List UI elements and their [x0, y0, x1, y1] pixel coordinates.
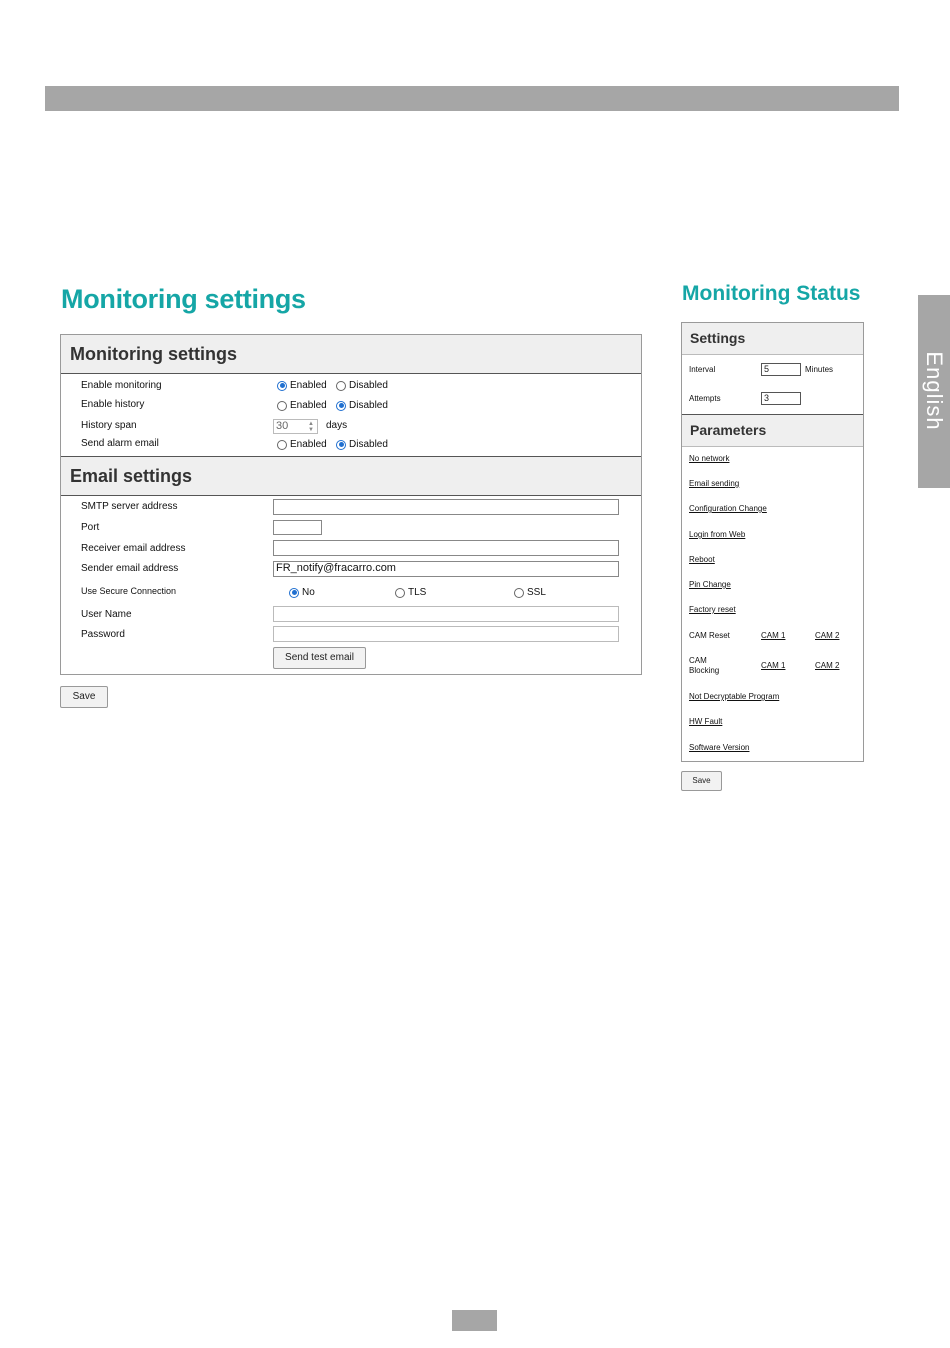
send-alarm-email-label: Send alarm email [81, 438, 159, 449]
radio-icon [289, 588, 299, 598]
radio-icon [277, 381, 287, 391]
monitoring-settings-panel [60, 334, 642, 675]
secure-tls-radio[interactable] [395, 587, 426, 598]
param-cam-reset-label: CAM Reset [689, 631, 730, 640]
page-number-bar [452, 1310, 497, 1331]
param-email-sending-link[interactable]: Email sending [689, 479, 740, 488]
status-save-button[interactable]: Save [681, 771, 722, 791]
radio-label: Enabled [290, 439, 327, 450]
smtp-input[interactable] [273, 499, 619, 515]
enable-history-enabled-radio[interactable] [277, 400, 327, 411]
radio-label: Enabled [290, 380, 327, 391]
header-bar [45, 86, 899, 111]
cam-reset-cam2-link[interactable]: CAM 2 [815, 631, 840, 640]
user-name-label: User Name [81, 609, 132, 620]
status-title: Monitoring Status [682, 282, 861, 305]
port-label: Port [81, 522, 100, 533]
cam-blocking-cam1-link[interactable]: CAM 1 [761, 661, 786, 670]
attempts-label: Attempts [689, 394, 721, 403]
password-label: Password [81, 629, 125, 640]
cam-blocking-cam2-link[interactable]: CAM 2 [815, 661, 840, 670]
smtp-label: SMTP server address [81, 501, 178, 512]
enable-history-disabled-radio[interactable] [336, 400, 388, 411]
radio-icon [395, 588, 405, 598]
radio-label: Disabled [349, 400, 388, 411]
status-settings-header [682, 323, 863, 355]
radio-label: No [302, 587, 315, 598]
param-cam-blocking-label-line2: Blocking [689, 666, 720, 675]
email-section-header [61, 456, 641, 496]
param-login-from-web-link[interactable]: Login from Web [689, 530, 746, 539]
radio-label: Disabled [349, 380, 388, 391]
history-span-stepper[interactable] [273, 419, 318, 434]
enable-history-label: Enable history [81, 399, 145, 410]
sender-email-label: Sender email address [81, 563, 179, 574]
receiver-email-input[interactable] [273, 540, 619, 556]
history-span-label: History span [81, 420, 137, 431]
sender-email-input[interactable]: FR_notify@fracarro.com [273, 561, 619, 577]
status-settings-title: Settings [690, 330, 746, 346]
radio-label: Enabled [290, 400, 327, 411]
receiver-email-label: Receiver email address [81, 543, 186, 554]
page-title: Monitoring settings [61, 284, 306, 314]
port-input[interactable] [273, 520, 322, 535]
secure-connection-label: Use Secure Connection [81, 586, 177, 596]
param-not-decryptable-link[interactable]: Not Decryptable Program [689, 692, 780, 701]
param-software-version-link[interactable]: Software Version [689, 743, 750, 752]
radio-icon [336, 440, 346, 450]
secure-no-radio[interactable] [289, 587, 315, 598]
user-name-input[interactable] [273, 606, 619, 622]
attempts-input[interactable]: 3 [761, 392, 801, 405]
save-button[interactable]: Save [60, 686, 108, 708]
email-section-title: Email settings [70, 466, 193, 486]
parameters-title: Parameters [690, 422, 767, 438]
secure-ssl-radio[interactable] [514, 587, 546, 598]
history-span-value: 30 [276, 420, 289, 432]
enable-monitoring-enabled-radio[interactable] [277, 380, 327, 391]
radio-icon [514, 588, 524, 598]
history-span-unit: days [326, 420, 348, 431]
radio-label: Disabled [349, 439, 388, 450]
radio-icon [277, 401, 287, 411]
parameters-header [682, 414, 863, 447]
enable-monitoring-disabled-radio[interactable] [336, 380, 388, 391]
radio-icon [336, 401, 346, 411]
monitoring-section-header [61, 335, 641, 374]
param-pin-change-link[interactable]: Pin Change [689, 580, 731, 589]
language-label: English [922, 351, 947, 431]
interval-label: Interval [689, 365, 716, 374]
spin-arrows-icon[interactable]: ▲ ▼ [308, 421, 314, 433]
send-test-email-button[interactable]: Send test email [273, 647, 366, 669]
monitoring-section-title: Monitoring settings [70, 344, 237, 364]
radio-label: TLS [408, 587, 427, 598]
radio-label: SSL [527, 587, 546, 598]
param-hw-fault-link[interactable]: HW Fault [689, 717, 723, 726]
radio-icon [336, 381, 346, 391]
send-alarm-disabled-radio[interactable] [336, 439, 388, 450]
param-configuration-change-link[interactable]: Configuration Change [689, 504, 767, 513]
send-alarm-enabled-radio[interactable] [277, 439, 327, 450]
param-cam-blocking-label-line1: CAM [689, 656, 707, 665]
enable-monitoring-label: Enable monitoring [81, 380, 162, 391]
monitoring-status-panel [681, 322, 864, 762]
password-input[interactable] [273, 626, 619, 642]
param-no-network-link[interactable]: No network [689, 454, 730, 463]
param-reboot-link[interactable]: Reboot [689, 555, 715, 564]
cam-reset-cam1-link[interactable]: CAM 1 [761, 631, 786, 640]
interval-input[interactable]: 5 [761, 363, 801, 376]
param-factory-reset-link[interactable]: Factory reset [689, 605, 736, 614]
radio-icon [277, 440, 287, 450]
interval-unit: Minutes [805, 365, 834, 374]
language-side-tab [918, 295, 950, 488]
